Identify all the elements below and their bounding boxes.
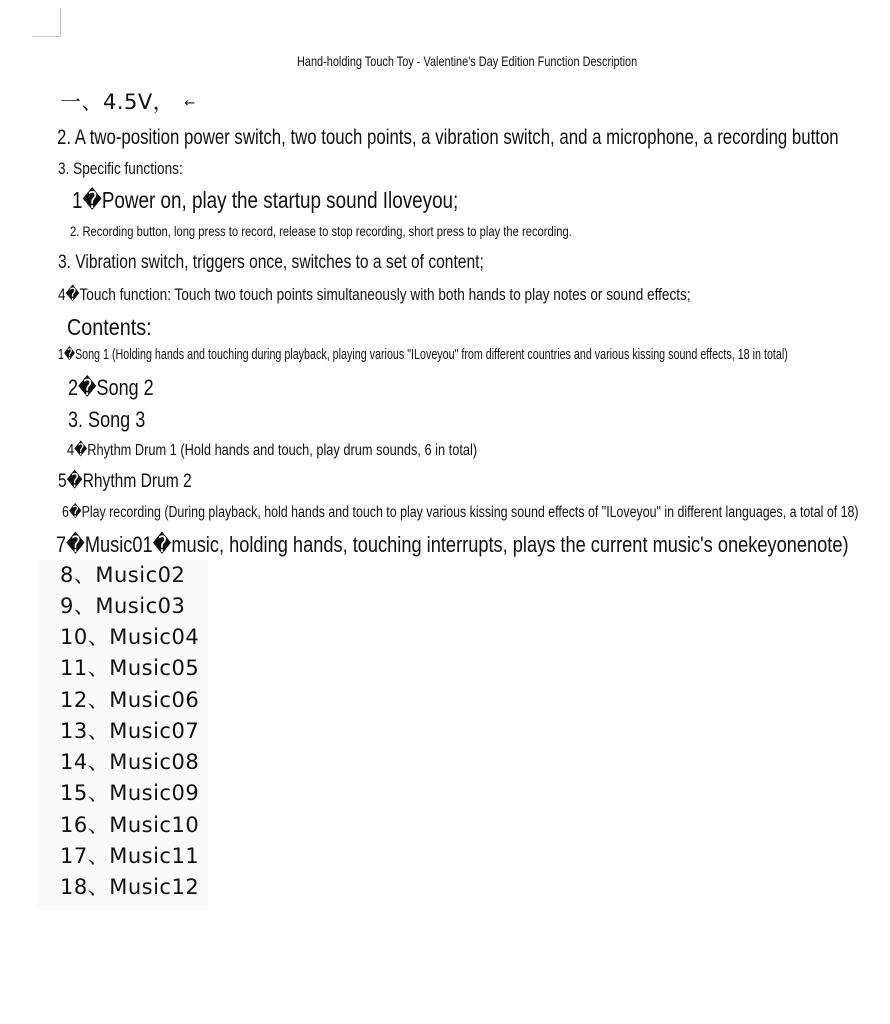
content-item-play-recording: 6�Play recording (During playback, hold hands and touch to play various kissing sound effects of "ILoveyou" in different languages, a total of 18) [62,504,859,521]
document-title: Hand-holding Touch Toy - Valentine's Day Edition Function Description [297,53,638,69]
music-item: 8、Music02 [60,563,186,587]
function-power-on: 1�Power on, play the startup sound Iloveyou; [72,187,459,213]
function-recording: 2. Recording button, long press to record, release to stop recording, short press to play the recording. [70,223,572,239]
music-item: 11、Music05 [60,656,200,680]
music-item: 17、Music11 [60,844,200,868]
music-item: 10、Music04 [60,625,200,649]
music-item: 9、Music03 [60,594,186,618]
function-touch: 4�Touch function: Touch two touch points simultaneously with both hands to play notes or sound effects; [58,285,691,304]
music-item: 13、Music07 [60,719,200,743]
music-item: 14、Music08 [60,750,200,774]
functions-heading: 3. Specific functions: [58,159,183,178]
content-item-rhythm-drum-1: 4�Rhythm Drum 1 (Hold hands and touch, play drum sounds, 6 in total) [67,442,478,459]
music-item: 15、Music09 [60,781,200,805]
content-item-song-3: 3. Song 3 [68,407,146,432]
function-vibration: 3. Vibration switch, triggers once, switches to a set of content; [58,252,484,273]
content-item-song-1: 1�Song 1 (Holding hands and touching during playback, playing various "ILoveyou" from different countries and various kissing sound effects, 18 in total) [58,347,788,363]
contents-heading: Contents: [67,314,152,340]
content-item-song-2: 2�Song 2 [68,375,154,400]
arrow-icon: ← [184,95,196,111]
voltage-text: 一、4.5V， [60,90,175,114]
content-item-rhythm-drum-2: 5�Rhythm Drum 2 [58,471,192,492]
hardware-line: 2. A two-position power switch, two touch points, a vibration switch, and a microphone, a recording button [57,126,839,149]
voltage-line [60,92,196,113]
music-item: 12、Music06 [60,688,200,712]
music-item: 18、Music12 [60,875,200,899]
content-item-music01: 7�Music01�music, holding hands, touching interrupts, plays the current music's onekeyonenote) [56,532,849,557]
music-item: 16、Music10 [60,813,200,837]
page-corner-mark [32,8,61,37]
